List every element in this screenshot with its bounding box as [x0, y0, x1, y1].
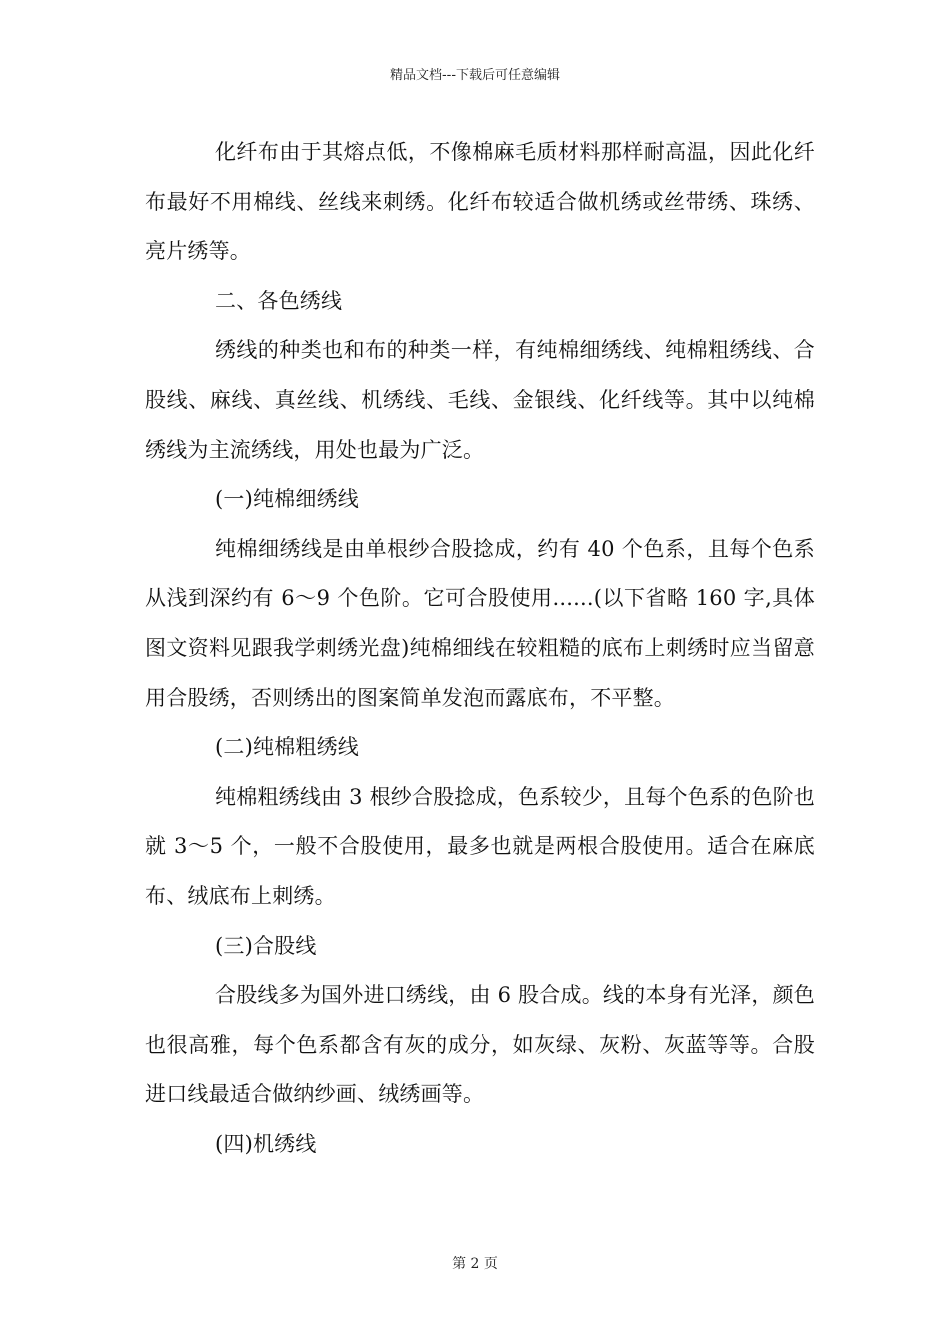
paragraph-thread-types: 绣线的种类也和布的种类一样，有纯棉细绣线、纯棉粗绣线、合股线、麻线、真丝线、机绣线、毛线、金银线、化纤线等。其中以纯棉绣线为主流绣线，用处也最为广泛。 — [145, 338, 815, 462]
paragraph-synthetic-fabric: 化纤布由于其熔点低，不像棉麻毛质材料那样耐高温，因此化纤布最好不用棉线、丝线来刺绣。化纤布较适合做机绣或丝带绣、珠绣、亮片绣等。 — [145, 140, 815, 264]
paragraph-coarse-cotton-thread: 纯棉粗绣线由 3 根纱合股捻成，色系较少，且每个色系的色阶也就 3～5 个，一般不合股使用，最多也就是两根合股使用。适合在麻底布、绒底布上刺绣。 — [145, 784, 815, 908]
heading-stranded-thread: (三)合股线 — [215, 933, 317, 958]
heading-fine-cotton-thread: (一)纯棉细绣线 — [215, 487, 359, 512]
heading-embroidery-threads: 二、各色绣线 — [215, 288, 343, 313]
heading-machine-thread: (四)机绣线 — [215, 1131, 317, 1156]
page-header: 精品文档---下载后可任意编辑 — [389, 68, 561, 83]
document-body — [145, 128, 815, 1169]
paragraph-fine-cotton-thread: 纯棉细绣线是由单根纱合股捻成，约有 40 个色系，且每个色系从浅到深约有 6～9 个色阶。它可合股使用......(以下省略 160 字,具体图文资料见跟我学刺绣光盘)纯棉细线在较粗糙的底布上刺绣时应当留意用合股绣，否则绣出的图案简单发泡而露底布，不平整。 — [145, 536, 815, 710]
heading-coarse-cotton-thread: (二)纯棉粗绣线 — [215, 735, 359, 760]
page-number: 第 2 页 — [452, 1256, 498, 1272]
paragraph-stranded-thread: 合股线多为国外进口绣线，由 6 股合成。线的本身有光泽，颜色也很高雅，每个色系都含有灰的成分，如灰绿、灰粉、灰蓝等等。合股进口线最适合做纳纱画、绒绣画等。 — [145, 983, 815, 1107]
